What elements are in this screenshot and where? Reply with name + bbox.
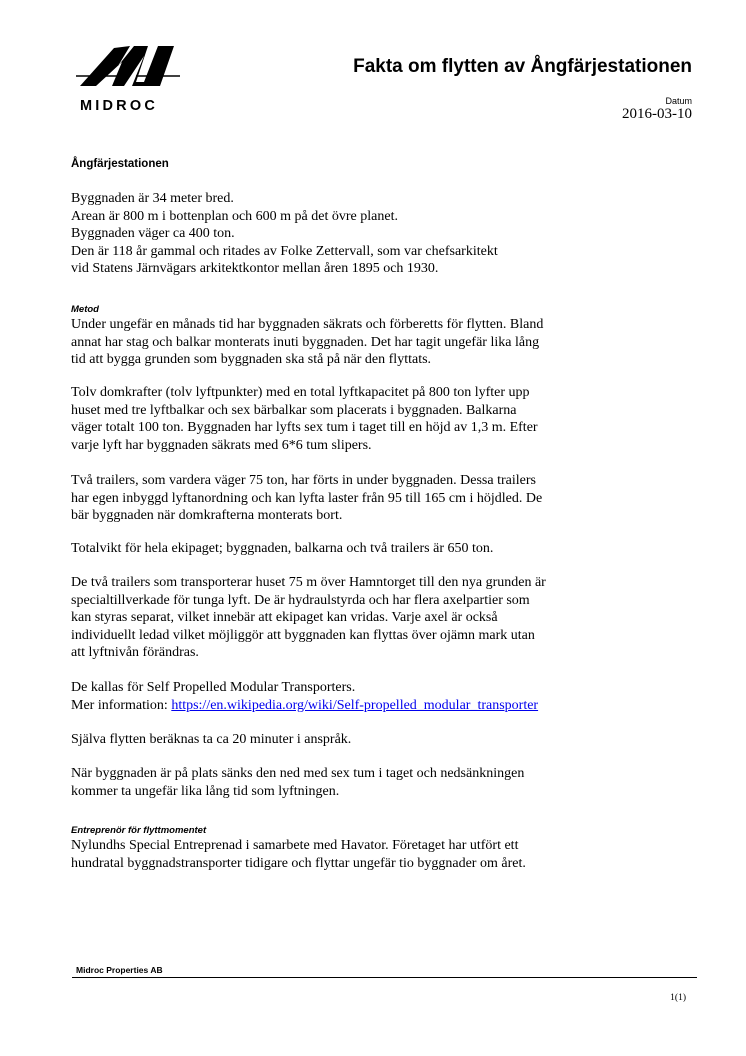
lowering-paragraph xyxy=(71,765,601,800)
method-paragraph-2 xyxy=(71,384,601,454)
method-line: att lyftnivån förändras. xyxy=(71,645,199,660)
contractor-line: hundratal byggnadstransporter tidigare och flyttar ungefär tio byggnader om året. xyxy=(71,855,526,871)
contractor-heading: Entreprenör för flyttmomentet xyxy=(71,825,207,836)
intro-line: Byggnaden väger ca 400 ton. xyxy=(71,226,235,241)
method-paragraph-4 xyxy=(71,540,601,558)
method-line: Tolv domkrafter (tolv lyftpunkter) med en total lyftkapacitet på 800 ton lyfter upp xyxy=(71,385,530,400)
method-line: tid att bygga grunden som byggnaden ska stå på när den flyttats. xyxy=(71,352,432,367)
date-value: 2016-03-10 xyxy=(622,106,692,122)
method-line: Under ungefär en månads tid har byggnaden säkrats och förberetts för flytten. Bland xyxy=(71,317,544,332)
method-paragraph-5 xyxy=(71,574,601,662)
contractor-line: Nylundhs Special Entreprenad i samarbete med Havator. Företaget har utfört ett xyxy=(71,838,519,853)
lowering-line: När byggnaden är på plats sänks den ned med sex tum i taget och nedsänkningen xyxy=(71,766,525,781)
duration-paragraph xyxy=(71,731,601,749)
method-line: specialtillverkade för tunga lyft. De är hydraulstyrda och har flera axelpartier som xyxy=(71,592,530,608)
section-heading: Ångfärjestationen xyxy=(71,158,169,170)
method-line: individuellt ledad vilket möjliggör att byggnaden kan flyttas över ojämn mark utan xyxy=(71,627,535,643)
intro-line: Den är 118 år gammal och ritades av Folke Zettervall, som var chefsarkitekt xyxy=(71,243,498,259)
method-line: har egen inbyggd lyftanordning och kan lyfta laster från 95 till 165 cm i höjdled. De xyxy=(71,490,543,506)
more-info-label: Mer information: xyxy=(71,697,172,713)
method-paragraph-1 xyxy=(71,316,601,369)
method-line: huset med tre lyftbalkar och sex bärbalkar som placerats i byggnaden. Balkarna xyxy=(71,402,517,418)
method-line: kan styras separat, vilket innebär att ekipaget kan vridas. Varje axel är också xyxy=(71,610,498,625)
intro-line: Arean är 800 m i bottenplan och 600 m på det övre planet. xyxy=(71,208,398,224)
wikipedia-link[interactable]: https://en.wikipedia.org/wiki/Self-propelled_modular_transporter xyxy=(171,697,539,713)
intro-line: Byggnaden är 34 meter bred. xyxy=(71,191,234,206)
method-line: Två trailers, som vardera väger 75 ton, har förts in under byggnaden. Dessa trailers xyxy=(71,473,536,488)
method-line: väger totalt 100 ton. Byggnaden har lyfts sex tum i taget till en höjd av 1,3 m. Efter xyxy=(71,420,538,435)
spmt-line: De kallas för Self Propelled Modular Transporters. xyxy=(71,680,356,695)
duration-line: Själva flytten beräknas ta ca 20 minuter i anspråk. xyxy=(71,732,352,747)
intro-paragraph xyxy=(71,190,601,278)
method-line: Totalvikt för hela ekipaget; byggnaden, balkarna och två trailers är 650 ton. xyxy=(71,541,494,556)
method-heading: Metod xyxy=(71,304,99,315)
midroc-logo-mark-icon xyxy=(74,42,186,98)
method-line: De två trailers som transporterar huset 75 m över Hamntorget till den nya grunden är xyxy=(71,575,546,590)
logo-wordmark: MIDROC xyxy=(80,98,159,114)
footer-company: Midroc Properties AB xyxy=(76,965,163,975)
more-info-line xyxy=(71,697,601,715)
contractor-paragraph xyxy=(71,837,601,872)
method-line: annat har stag och balkar monterats inuti byggnaden. Det har tagit ungefär lika lång xyxy=(71,334,540,350)
date-label: Datum xyxy=(665,96,692,106)
method-line: varje lyft har byggnaden säkrats med 6*6 tum slipers. xyxy=(71,437,372,453)
document-title: Fakta om flytten av Ångfärjestationen xyxy=(353,56,692,77)
method-line: bär byggnaden när domkrafterna monterats bort. xyxy=(71,508,343,523)
footer-divider xyxy=(72,977,697,978)
lowering-line: kommer ta ungefär lika lång tid som lyftningen. xyxy=(71,783,340,799)
midroc-logo xyxy=(74,42,186,122)
intro-line: vid Statens Järnvägars arkitektkontor mellan åren 1895 och 1930. xyxy=(71,261,439,276)
spmt-paragraph xyxy=(71,679,601,714)
page-number: 1(1) xyxy=(670,993,686,1003)
method-paragraph-3 xyxy=(71,472,601,525)
